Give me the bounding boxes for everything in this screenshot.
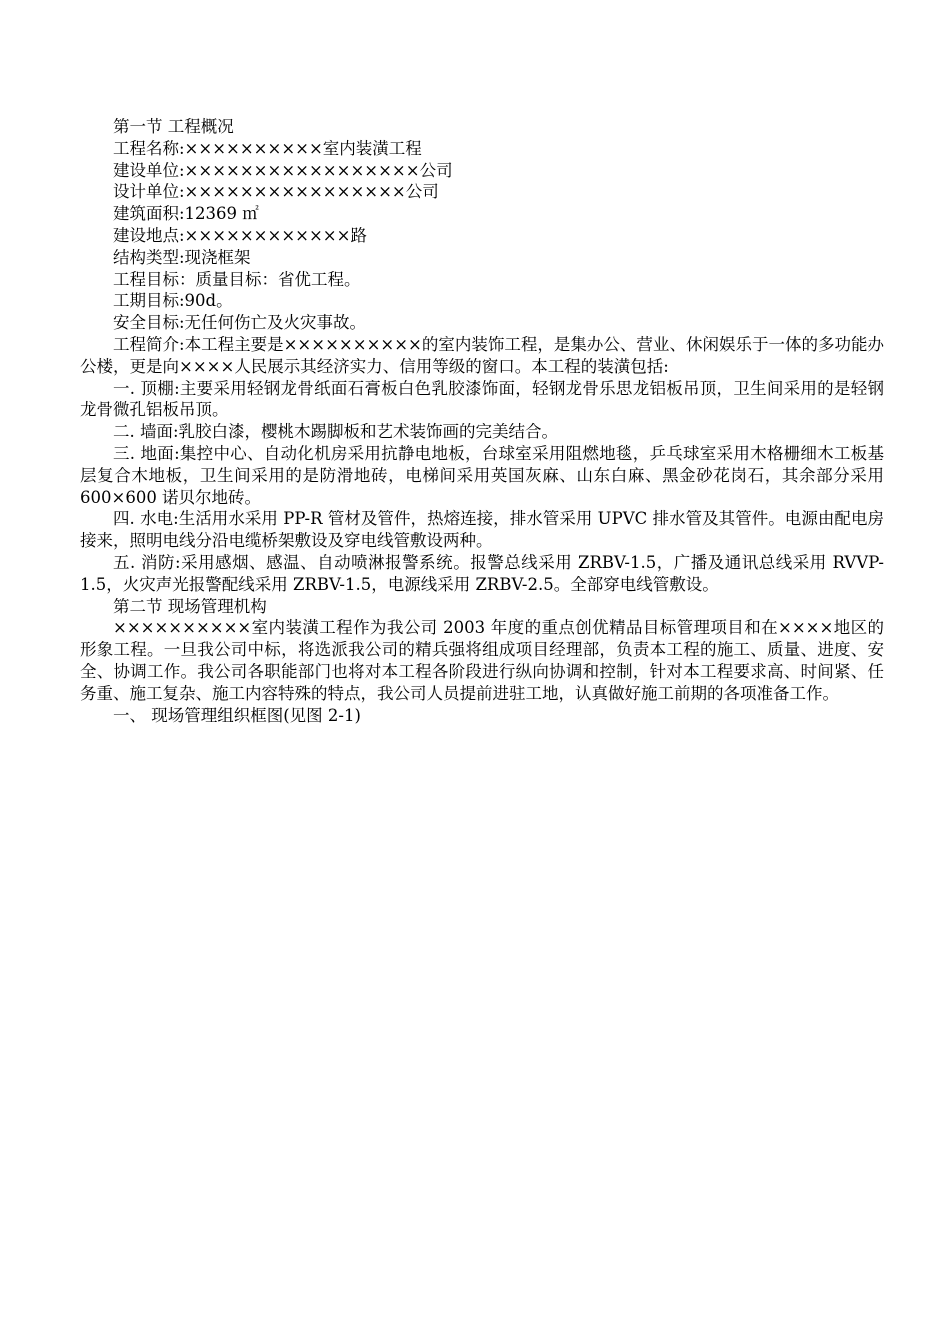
section-heading-1: 第一节 工程概况	[113, 117, 234, 136]
item-walls: 二. 墙面:乳胶白漆，樱桃木踢脚板和艺术装饰画的完美结合。	[113, 422, 559, 442]
building-area: 建筑面积:12369 ㎡	[113, 204, 259, 224]
project-name: 工程名称:××××××××××室内装潢工程	[113, 138, 422, 158]
document-body	[80, 116, 884, 726]
schedule-target: 工期目标:90d。	[113, 291, 233, 311]
item-ceiling: 一. 顶棚:主要采用轻钢龙骨纸面石膏板白色乳胶漆饰面，轻钢龙骨乐思龙铝板吊顶，卫生间采用的是轻钢龙骨微孔铝板吊顶。	[80, 378, 884, 420]
design-unit: 设计单位:××××××××××××××××公司	[113, 182, 439, 202]
safety-target: 安全目标:无任何伤亡及火灾事故。	[113, 313, 367, 333]
management-description: ××××××××××室内装潢工程作为我公司 2003 年度的重点创优精品目标管理项目和在××××地区的形象工程。一旦我公司中标，将选派我公司的精兵强将组成项目经理部，负责本工程的施工、质量、进度、安全、协调工作。我公司各职能部门也将对本工程各阶段进行纵向协调和控制，针对本工程要求高、时间紧、任务重、施工复杂、施工内容特殊的特点，我公司人员提前进驻工地，认真做好施工前期的各项准备工作。	[80, 618, 884, 703]
client-unit: 建设单位:×××××××××××××××××公司	[113, 160, 453, 180]
item-plumbing-electric: 四. 水电:生活用水采用 PP-R 管材及管件，热熔连接，排水管采用 UPVC 排水管及其管件。电源由配电房接来，照明电线分沿电缆桥架敷设及穿电线管敷设两种。	[80, 509, 884, 551]
structure-type: 结构类型:现浇框架	[113, 247, 251, 267]
item-floor: 三. 地面:集控中心、自动化机房采用抗静电地板，台球室采用阻燃地毯，乒乓球室采用木格栅细木工板基层复合木地板，卫生间采用的是防滑地砖，电梯间采用英国灰麻、山东白麻、黑金砂花岗石，其余部分采用 600×600 诺贝尔地砖。	[80, 443, 884, 507]
construction-site: 建设地点:××××××××××××路	[113, 225, 367, 245]
project-overview: 工程简介:本工程主要是××××××××××的室内装饰工程，是集办公、营业、休闲娱乐于一体的多功能办公楼，更是向××××人民展示其经济实力、信用等级的窗口。本工程的装潢包括:	[80, 334, 884, 376]
item-fire-protection: 五. 消防:采用感烟、感温、自动喷淋报警系统。报警总线采用 ZRBV-1.5，广播及通讯总线采用 RVVP-1.5，火灾声光报警配线采用 ZRBV-1.5，电源线采用 ZRBV-2.5。全部穿电线管敷设。	[80, 552, 884, 594]
quality-target: 工程目标：质量目标：省优工程。	[113, 269, 361, 289]
org-chart-reference: 一、 现场管理组织框图(见图 2-1)	[113, 705, 361, 725]
section-heading-2: 第二节 现场管理机构	[113, 596, 267, 616]
